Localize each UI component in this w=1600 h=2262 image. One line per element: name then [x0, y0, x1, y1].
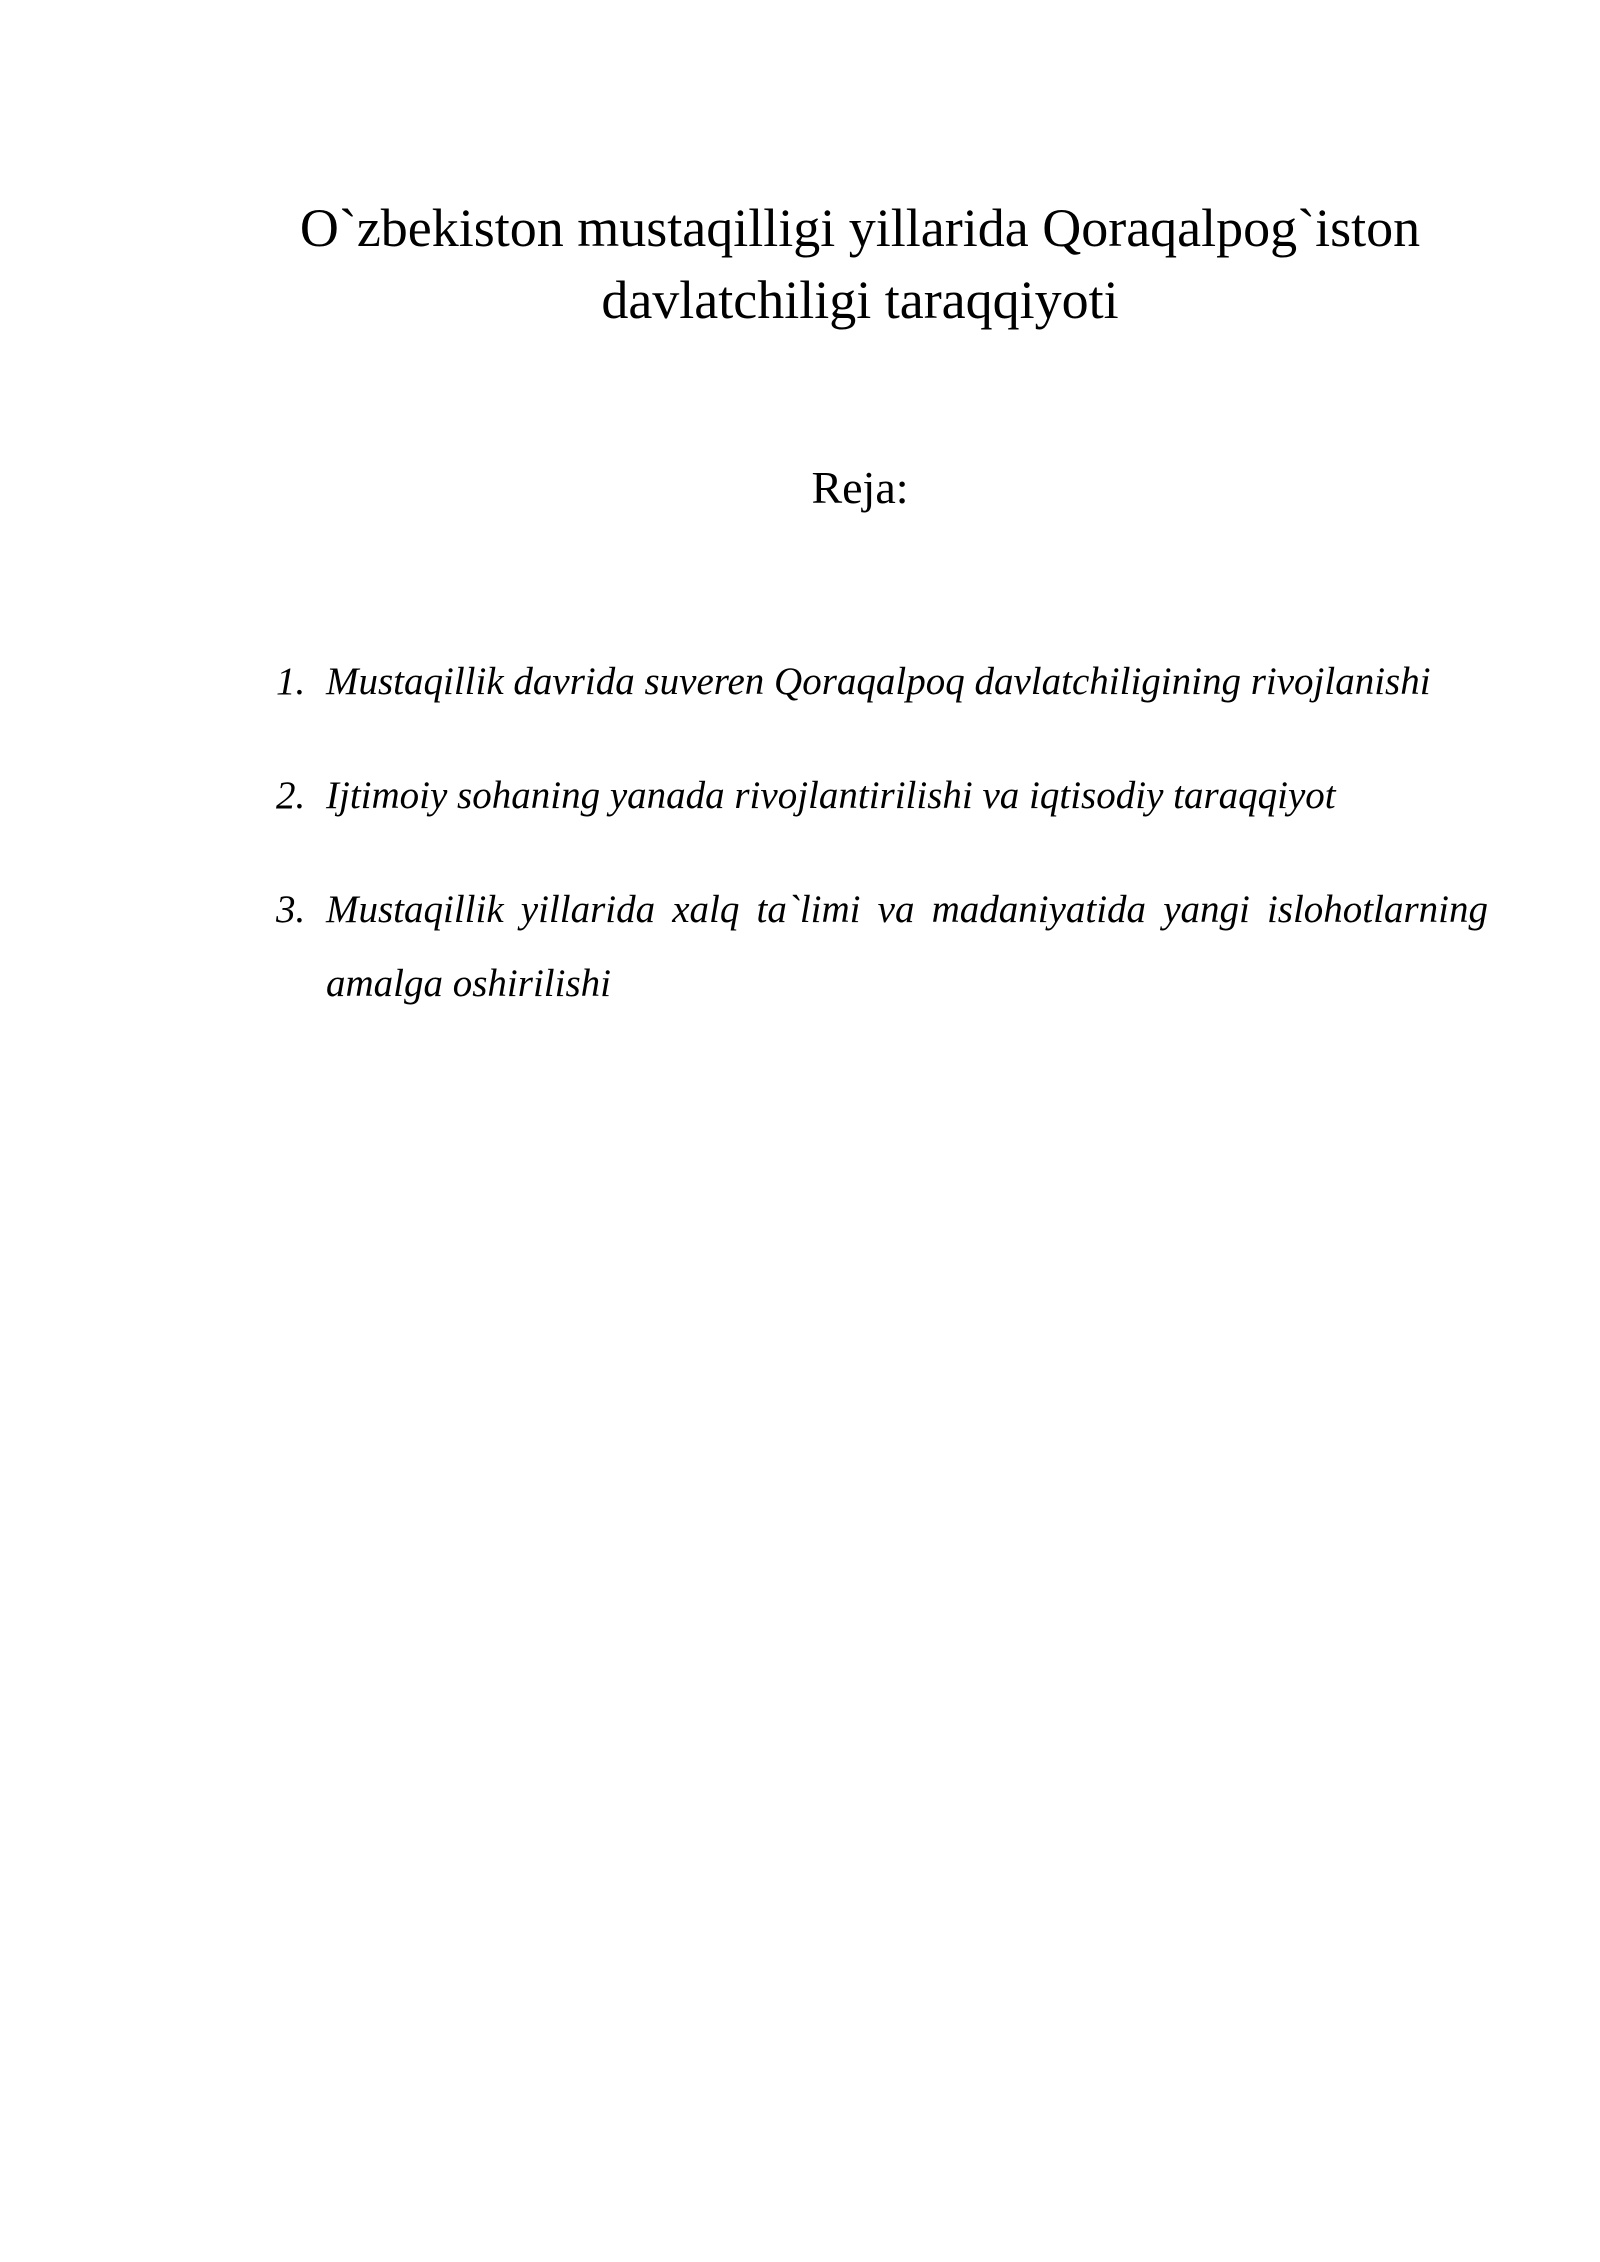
plan-item-text: Mustaqillik davrida suveren Qoraqalpoq davlatchiligining rivojlanishi: [326, 660, 1431, 703]
plan-item-number: 1.: [276, 660, 306, 703]
plan-item-text: Ijtimoiy sohaning yanada rivojlantirilishi va iqtisodiy taraqqiyot: [326, 774, 1336, 817]
plan-item-1: [276, 645, 1488, 719]
document-title: [180, 192, 1540, 336]
plan-item-text: Mustaqillik yillarida xalq ta`limi va madaniyatida yangi islohotlarning amalga oshirilishi: [326, 888, 1488, 1005]
plan-item-3: [276, 873, 1488, 1021]
plan-list: [276, 645, 1488, 1021]
plan-heading: Reja:: [811, 462, 909, 513]
plan-item-number: 3.: [276, 888, 306, 931]
title-line-2: davlatchiligi taraqqiyoti: [601, 270, 1119, 330]
plan-item-number: 2.: [276, 774, 306, 817]
plan-item-2: [276, 759, 1488, 833]
title-line-1: O`zbekiston mustaqilligi yillarida Qoraqalpog`iston: [299, 198, 1421, 258]
